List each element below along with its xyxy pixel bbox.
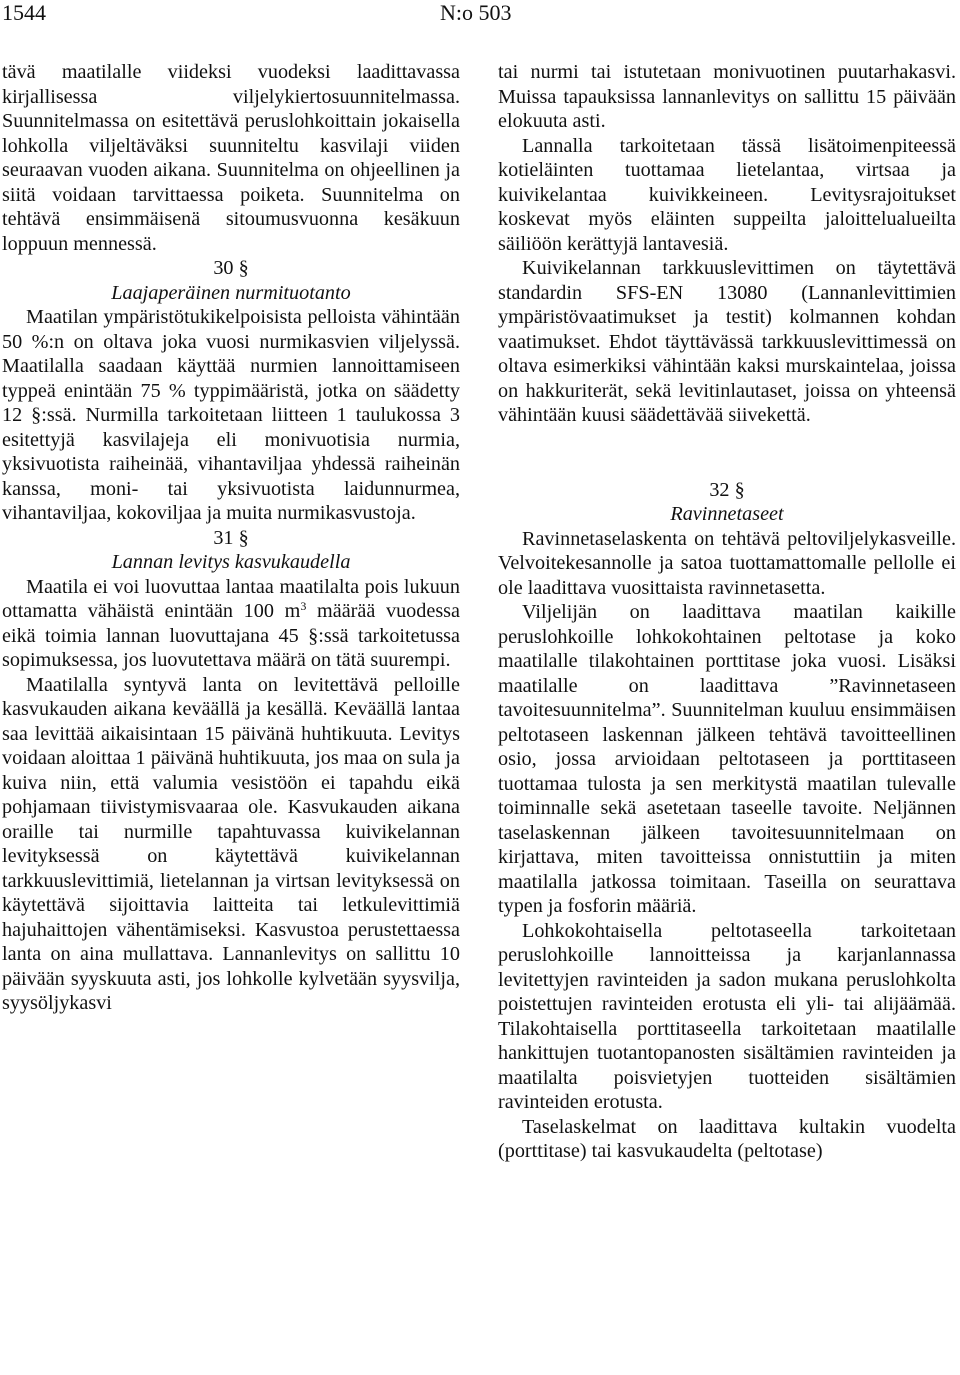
page-number: 1544 xyxy=(2,0,46,25)
paragraph xyxy=(2,575,460,673)
superscript: 3 xyxy=(300,599,307,613)
page-header xyxy=(0,0,960,30)
paragraph: Viljelijän on laadittava maatilan kaikille peruslohkoille lohkokohtainen peltotase ja koko maatilalle tilakohtainen porttitase joka vuosi. Lisäksi maatilalle on laadittava ”Ravinnetaseen tavoitesuunnitelma”. Suunnitelman kuuluu ensimmäisen peltotaseen laskennan jälkeen tehtävä tavoitteellinen osio, jossa arvioidaan peltotaseen ja porttitaseen tuottamaa tulosta ja sen merkitystä maatilan tulevalle toiminnalle sekä asetetaan taseelle tavoite. Neljännen taselaskennan jälkeen tavoitesuunnitelmaan on kirjattava, miten tavoitteissa onnistuttiin ja miten maatilalla jatkossa toimitaan. Taseilla on seurattava typen ja fosforin määriä. xyxy=(498,601,956,917)
paragraph-text: määrää vuodessa eikä toimia lannan luovuttajana 45 §:ssä tarkoitetussa sopimuksessa, jos luovutettava määrä on tätä suurempi. xyxy=(2,600,460,671)
paragraph: Lohkokohtaisella peltotaseella tarkoitetaan peruslohkoille lannoitteissa ja karjanlannassa levitettyjen ravinteiden ja sadon mukana peruslohkolta poistettujen ravinteiden erotusta eli yli- tai alijäämää. Tilakohtaisella porttitaseella tarkoitetaan maatilalle hankittujen tuotantopanosten sisältämien ravinteiden ja maatilalta poisvietyjen tuotteiden sisältämien ravinteiden erotusta. xyxy=(498,919,956,1113)
paragraph-text: Maatila ei voi luovuttaa lantaa maatilalta pois lukuun ottamatta vähäistä enintään 100 m xyxy=(2,575,460,622)
paragraph: Maatilan ympäristötukikelpoisista pelloista vähintään 50 %:n on oltava joka vuosi nurmikasvien viljelyssä. Maatilalla saadaan käyttää nurmien lannoittamiseen typpeä enintään 75 % typpimääristä, jotka on säädetty 12 §:ssä. Nurmilla tarkoitetaan liitteen 1 taulukossa 3 esitettyjä kasvilajeja eli monivuotisia nurmia, yksivuotista raiheinää, vihantaviljaa yhdessä raiheinän kanssa, moni- tai yksivuotista laidunnurmea, vihantaviljaa, kokoviljaa ja muita nurmikasvustoja. xyxy=(2,306,460,524)
section-title: Lannan levitys kasvukaudella xyxy=(111,551,351,573)
section-number: 32 § xyxy=(709,478,745,501)
paragraph: Lannalla tarkoitetaan tässä lisätoimenpiteessä kotieläinten tuottamaa lietelantaa, virtsaa ja kuivikelantaa kuivikkeineen. Levitysrajoitukset koskevat myös eläinten suppeilta jaloittelualueilta säiliöön kerättyjä lantavesiä. xyxy=(498,134,956,255)
paragraph: Taselaskelmat on laadittava kultakin vuodelta (porttitase) tai kasvukaudelta (peltotase) xyxy=(498,1115,956,1162)
paragraph: Maatilalla syntyvä lanta on levitettävä pelloille kasvukauden aikana keväällä ja kesällä. Keväällä lantaa saa levittää aikaisintaan 15 päivänä huhtikuuta. Levitys voidaan aloittaa 1 päivänä huhtikuuta, jos maa on sula ja kuiva niin, että valumia vesistöön ei tapahdu eikä pohjamaan tiivistymisvaaraa ole. Kasvukauden aikana oraille tai nurmille tapahtuvassa kuivikelannan levityksessä on käytettävä kuivikelannan tarkkuuslevittimiä, lietelannan ja virtsan levityksessä on käytettävä sijoittavia laitteita tai letkulevittimiä hajuhaittojen vähentämiseksi. Kasvustoa perustettaessa lanta on aina mullattava. Lannanlevitys on sallittu 10 päivään syyskuuta asti, jos lohkolle kylvetään syysvilja, syysöljykasvi xyxy=(2,673,460,1014)
paragraph: Ravinnetaselaskenta on tehtävä peltoviljelykasveille. Velvoitekesannolle ja satoa tuottamattomalle pellolle ei ole laadittava vuosittaista ravinnetasetta. xyxy=(498,527,956,599)
section-number: 31 § xyxy=(213,526,249,549)
paragraph: tai nurmi tai istutetaan monivuotinen puutarhakasvi. Muissa tapauksissa lannanlevitys on sallittu 15 päivään elokuuta asti. xyxy=(498,61,956,132)
section-title: Laajaperäinen nurmituotanto xyxy=(111,281,351,304)
paragraph: Kuivikelannan tarkkuuslevittimen on täytettävä standardin SFS-EN 13080 (Lannanlevittimien ympäristövaatimukset ja testit) kolmannen kohdan vaatimukset. Ehdot täyttävässä tarkkuuslevittimessä on oltava esimerkiksi vähintään kaksi murskaintelaa, joissa on hakkuriterät, sekä levitinlautaset, joissa on yhteensä vähintään kuusi säädettävää siivekettä. xyxy=(498,257,956,426)
issue-number: N:o 503 xyxy=(440,0,512,25)
paragraph: tävä maatilalle viideksi vuodeksi laadittavassa kirjallisessa viljelykiertosuunnitelmassa. Suunnitelmassa on esitettävä peruslohkoittain jokaisella lohkolla viljeltäväksi suunniteltu kasvilaji viiden seuraavan vuoden aikana. Suunnitelma on ohjeellinen ja siitä voidaan tarvittaessa poiketa. Suunnitelma on tehtävä ensimmäisenä sitoumusvuonna kesäkuun loppuun mennessä. xyxy=(2,61,460,255)
section-title: Ravinnetaseet xyxy=(670,503,784,525)
left-column xyxy=(2,60,460,1016)
section-number: 30 § xyxy=(213,257,249,279)
right-column xyxy=(498,60,956,1164)
